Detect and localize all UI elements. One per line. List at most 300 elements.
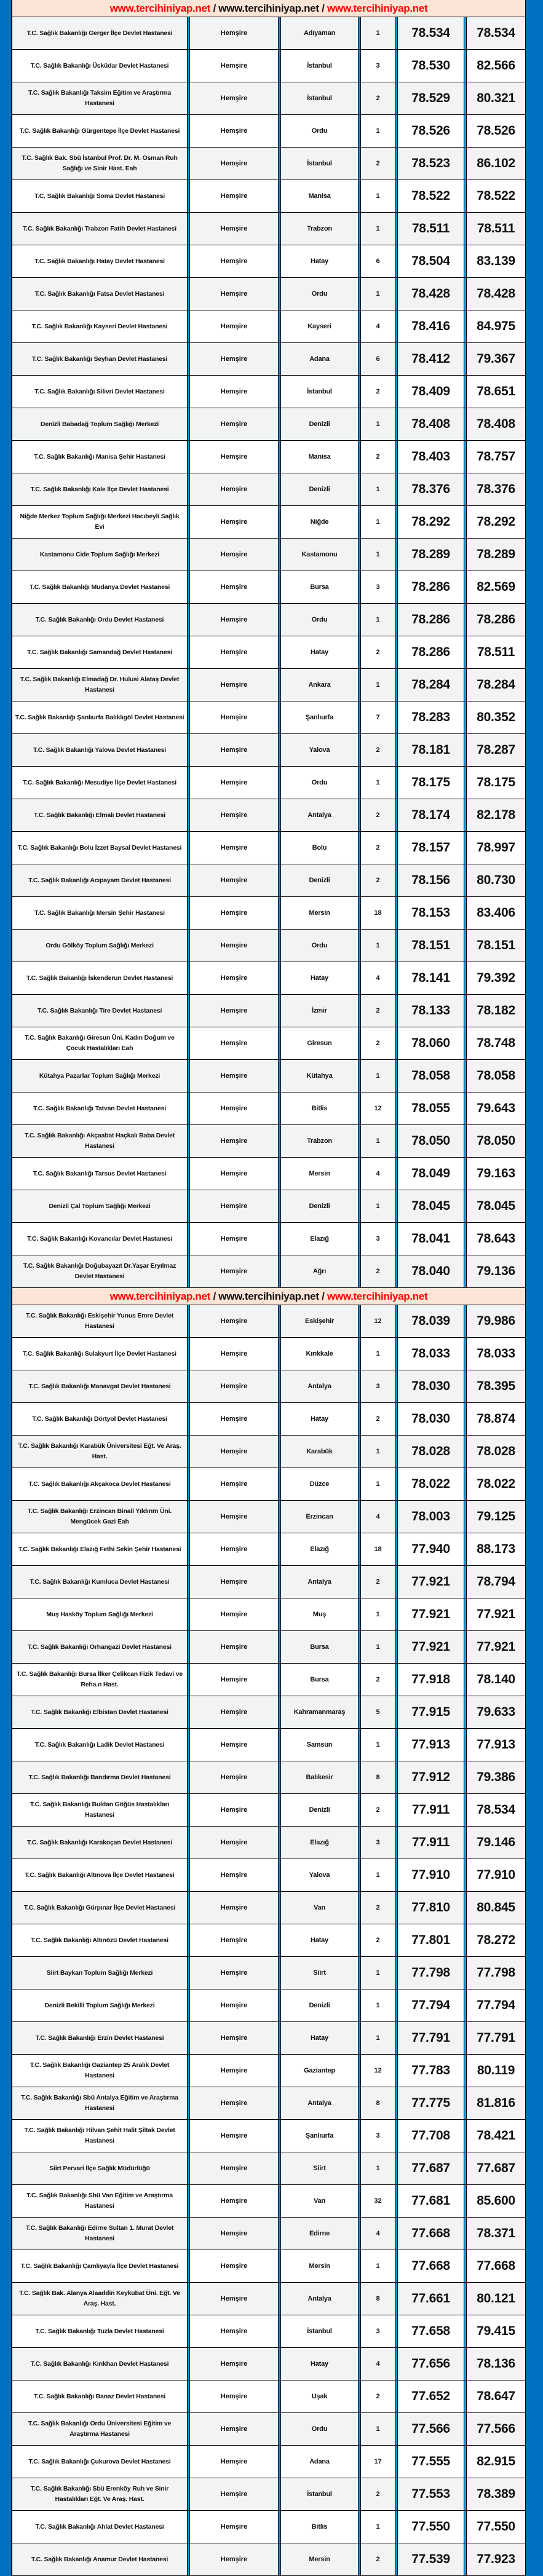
job-title: Hemşire — [220, 1839, 248, 1846]
city: Yalova — [309, 1871, 330, 1879]
min-score: 78.292 — [411, 515, 450, 529]
job-title: Hemşire — [220, 160, 248, 167]
max-score: 78.286 — [477, 612, 515, 626]
min-score: 78.504 — [411, 254, 450, 268]
max-score: 79.367 — [477, 352, 515, 366]
city: Denizli — [309, 1806, 330, 1814]
job-title: Hemşire — [220, 2132, 248, 2139]
max-score: 80.121 — [477, 2291, 515, 2305]
max-score: 77.668 — [477, 2259, 515, 2273]
city: Denizli — [309, 1203, 330, 1210]
max-score: 81.816 — [477, 2096, 515, 2110]
job-title: Hemşire — [220, 225, 248, 232]
table-row — [12, 1957, 525, 1989]
institution-name: T.C. Sağlık Bakanlığı Elbistan Devlet Hastanesi — [31, 1708, 168, 1716]
city: Bitlis — [311, 1105, 328, 1112]
max-score: 79.392 — [477, 971, 515, 985]
city: Elazığ — [310, 1235, 329, 1243]
quota-count: 2 — [376, 160, 380, 167]
site-banner-middle: www.tercihiniyap.net / www.tercihiniyap.net / www.tercihiniyap.net — [12, 1288, 525, 1305]
min-score: 77.656 — [411, 2357, 450, 2371]
table-row — [12, 962, 525, 995]
quota-count: 2 — [376, 95, 380, 102]
institution-name: T.C. Sağlık Bakanlığı İskenderun Devlet Hastanesi — [26, 974, 173, 982]
min-score: 77.921 — [411, 1574, 450, 1589]
table-row — [12, 767, 525, 799]
job-title: Hemşire — [220, 2523, 248, 2531]
institution-name: T.C. Sağlık Bakanlığı Mudanya Devlet Hastanesi — [29, 583, 170, 591]
city: Kastamonu — [301, 551, 338, 558]
job-title: Hemşire — [220, 812, 248, 819]
max-score: 77.687 — [477, 2161, 515, 2175]
job-title: Hemşire — [220, 1170, 248, 1177]
max-score: 82.566 — [477, 58, 515, 73]
quota-count: 4 — [376, 323, 380, 330]
job-title: Hemşire — [220, 1007, 248, 1014]
job-title: Hemşire — [220, 1383, 248, 1390]
max-score: 78.136 — [477, 2357, 515, 2371]
city: Bursa — [310, 1676, 329, 1683]
max-score: 79.415 — [477, 2324, 515, 2338]
table-row — [12, 636, 525, 669]
max-score: 79.643 — [477, 1101, 515, 1115]
quota-count: 1 — [376, 1350, 380, 1357]
quota-count: 1 — [376, 1072, 380, 1080]
job-title: Hemşire — [220, 1448, 248, 1455]
city: Ordu — [311, 779, 328, 786]
max-score: 80.119 — [477, 2063, 515, 2077]
institution-name: T.C. Sağlık Bakanlığı Çukurova Devlet Hastanesi — [28, 2457, 171, 2465]
table-row — [12, 1664, 525, 1696]
job-title: Hemşire — [220, 1546, 248, 1553]
table-row — [12, 1859, 525, 1892]
table-block-2 — [12, 1305, 525, 2576]
quota-count: 2 — [376, 453, 380, 460]
table-row — [12, 82, 525, 115]
table-row — [12, 1892, 525, 1924]
institution-name: T.C. Sağlık Bakanlığı Hatay Devlet Hastanesi — [34, 257, 165, 265]
table-row — [12, 669, 525, 701]
city: Antalya — [307, 1383, 331, 1390]
max-score: 78.526 — [477, 124, 515, 138]
quota-count: 12 — [374, 2067, 382, 2074]
table-row — [12, 1501, 525, 1533]
institution-name: Siirt Baykan Toplum Sağlığı Merkezi — [46, 1969, 153, 1977]
quota-count: 4 — [376, 2230, 380, 2237]
job-title: Hemşire — [220, 127, 248, 135]
table-row — [12, 1924, 525, 1957]
quota-count: 32 — [374, 2197, 382, 2205]
table-row — [12, 1696, 525, 1729]
job-title: Hemşire — [220, 1105, 248, 1112]
job-title: Hemşire — [220, 1741, 248, 1748]
job-title: Hemşire — [220, 421, 248, 428]
min-score: 78.523 — [411, 156, 450, 170]
quota-count: 2 — [376, 1904, 380, 1911]
institution-name: T.C. Sağlık Bakanlığı Elmalı Devlet Hastanesi — [34, 811, 165, 819]
quota-count: 2 — [376, 388, 380, 395]
quota-count: 1 — [376, 2523, 380, 2531]
max-score: 80.730 — [477, 873, 515, 887]
max-score: 78.389 — [477, 2487, 515, 2501]
job-title: Hemşire — [220, 453, 248, 460]
table-row — [12, 734, 525, 767]
job-title: Hemşire — [220, 1415, 248, 1423]
min-score: 78.003 — [411, 1509, 450, 1523]
city: Siirt — [313, 2165, 326, 2172]
table-row — [12, 2055, 525, 2087]
table-row — [12, 1370, 525, 1403]
table-row — [12, 571, 525, 604]
city: Antalya — [307, 1578, 331, 1586]
city: Trabzon — [307, 1137, 332, 1145]
city: Kırıkkale — [306, 1350, 333, 1357]
institution-name: T.C. Sağlık Bakanlığı Acıpayam Devlet Hastanesi — [28, 876, 171, 884]
min-score: 77.539 — [411, 2552, 450, 2566]
institution-name: T.C. Sağlık Bakanlığı Tire Devlet Hastanesi — [37, 1006, 162, 1014]
table-row — [12, 1403, 525, 1436]
min-score: 78.403 — [411, 449, 450, 464]
min-score: 77.681 — [411, 2194, 450, 2208]
site-link[interactable]: www.tercihiniyap.net — [327, 1290, 428, 1302]
institution-name: Kastamonu Cide Toplum Sağlığı Merkezi — [39, 550, 160, 558]
quota-count: 1 — [376, 551, 380, 558]
institution-name: T.C. Sağlık Bakanlığı Tarsus Devlet Hastanesi — [33, 1169, 167, 1177]
max-score: 78.794 — [477, 1574, 515, 1589]
institution-name: T.C. Sağlık Bakanlığı Akçaabat Haçkalı Baba Devlet Hastanesi — [24, 1132, 175, 1150]
table-row — [12, 473, 525, 506]
institution-name: T.C. Sağlık Bakanlığı Sbü Erenköy Ruh ve Sinir Hastalıkları Eğt. Ve Araş. Hast. — [30, 2485, 169, 2503]
city: Elazığ — [310, 1546, 329, 1553]
job-title: Hemşire — [220, 2458, 248, 2465]
institution-name: T.C. Sağlık Bakanlığı Ordu Devlet Hastanesi — [35, 615, 164, 623]
quota-count: 1 — [376, 225, 380, 232]
table-row — [12, 2478, 525, 2511]
quota-count: 1 — [376, 2034, 380, 2042]
table-row — [12, 1533, 525, 1566]
institution-name: T.C. Sağlık Bakanlığı Erzincan Binali Yıldırım Üni. Mengücek Gazi Eah — [27, 1507, 172, 1525]
institution-name: T.C. Sağlık Bakanlığı Kovancılar Devlet Hastanesi — [27, 1235, 172, 1243]
institution-name: T.C. Sağlık Bakanlığı Soma Devlet Hastanesi — [34, 192, 165, 200]
site-link[interactable]: www.tercihiniyap.net — [109, 1290, 211, 1302]
institution-name: T.C. Sağlık Bakanlığı Manavgat Devlet Hastanesi — [28, 1382, 171, 1390]
institution-name: T.C. Sağlık Bakanlığı Elmadağ Dr. Hulusi Alataş Devlet Hastanesi — [20, 676, 180, 693]
institution-name: T.C. Sağlık Bakanlığı Doğubayazıt Dr.Yaşar Eryılmaz Devlet Hastanesi — [23, 1262, 176, 1280]
min-score: 78.156 — [411, 873, 450, 887]
max-score: 88.173 — [477, 1542, 515, 1556]
max-score: 83.406 — [477, 906, 515, 920]
city: Ordu — [311, 290, 328, 298]
job-title: Hemşire — [220, 1040, 248, 1047]
institution-name: T.C. Sağlık Bakanlığı Manisa Şehir Hastanesi — [34, 452, 165, 460]
institution-name: T.C. Sağlık Bakanlığı Taksim Eğitim ve Araştırma Hastanesi — [28, 89, 171, 107]
city: Hatay — [311, 1937, 328, 1944]
job-title: Hemşire — [220, 388, 248, 395]
max-score: 78.651 — [477, 384, 515, 398]
city: Elazığ — [310, 1839, 329, 1846]
max-score: 77.923 — [477, 2552, 515, 2566]
table-row — [12, 995, 525, 1027]
job-title: Hemşire — [220, 2002, 248, 2009]
institution-name: T.C. Sağlık Bakanlığı Gerger İlçe Devlet Hastanesi — [26, 29, 173, 37]
max-score: 77.566 — [477, 2422, 515, 2436]
min-score: 77.708 — [411, 2128, 450, 2143]
min-score: 78.181 — [411, 743, 450, 757]
max-score: 82.569 — [477, 580, 515, 594]
job-title: Hemşire — [220, 486, 248, 493]
job-title: Hemşire — [220, 649, 248, 656]
min-score: 77.921 — [411, 1607, 450, 1621]
job-title: Hemşire — [220, 518, 248, 526]
institution-name: T.C. Sağlık Bakanlığı Çamlıyayla İlçe Devlet Hastanesi — [20, 2262, 179, 2270]
max-score: 78.045 — [477, 1199, 515, 1213]
table-row — [12, 148, 525, 180]
city: Şanlıurfa — [305, 2132, 334, 2139]
max-score: 83.139 — [477, 254, 515, 268]
max-score: 78.289 — [477, 547, 515, 561]
max-score: 78.511 — [477, 221, 515, 235]
quota-count: 2 — [376, 1268, 380, 1275]
quota-count: 3 — [376, 1839, 380, 1846]
city: Hatay — [311, 649, 328, 656]
min-score: 78.529 — [411, 91, 450, 105]
city: Van — [314, 2197, 325, 2205]
city: Gaziantep — [304, 2067, 335, 2074]
max-score: 77.794 — [477, 1998, 515, 2012]
max-score: 78.022 — [477, 1477, 515, 1491]
job-title: Hemşire — [220, 1072, 248, 1080]
quota-count: 1 — [376, 1448, 380, 1455]
min-score: 78.157 — [411, 840, 450, 855]
job-title: Hemşire — [220, 2556, 248, 2563]
institution-name: Denizli Çal Toplum Sağlığı Merkezi — [49, 1202, 151, 1210]
city: Manisa — [308, 192, 331, 200]
city: Şanlıurfa — [305, 714, 334, 721]
job-title: Hemşire — [220, 1480, 248, 1488]
city: Hatay — [311, 2360, 328, 2368]
institution-name: Ordu Gölköy Toplum Sağlığı Merkezi — [46, 941, 154, 949]
city: Antalya — [307, 2100, 331, 2107]
max-score: 78.647 — [477, 2389, 515, 2403]
institution-name: T.C. Sağlık Bakanlığı Bursa İlker Çelikcan Fizik Tedavi ve Reha.n Hast. — [16, 1670, 183, 1688]
max-score: 78.151 — [477, 938, 515, 952]
city: İstanbul — [307, 388, 332, 395]
min-score: 78.039 — [411, 1314, 450, 1328]
city: Giresun — [307, 1040, 332, 1047]
institution-name: T.C. Sağlık Bakanlığı Yalova Devlet Hastanesi — [33, 746, 167, 754]
table-row — [12, 17, 525, 50]
table-row — [12, 2511, 525, 2543]
institution-name: T.C. Sağlık Bakanlığı Üsküdar Devlet Hastanesi — [30, 61, 169, 69]
table-row — [12, 2152, 525, 2185]
job-title: Hemşire — [220, 779, 248, 786]
min-score: 78.040 — [411, 1264, 450, 1278]
job-title: Hemşire — [220, 746, 248, 754]
city: Yalova — [309, 746, 330, 754]
institution-name: T.C. Sağlık Bakanlığı Eskişehir Yunus Emre Devlet Hastanesi — [26, 1312, 173, 1330]
institution-name: T.C. Sağlık Bakanlığı Elazığ Fethi Sekin Şehir Hastanesi — [18, 1545, 181, 1553]
quota-count: 4 — [376, 2360, 380, 2368]
max-score: 78.522 — [477, 189, 515, 203]
max-score: 79.386 — [477, 1770, 515, 1784]
table-row — [12, 2543, 525, 2576]
max-score: 77.910 — [477, 1868, 515, 1882]
quota-count: 2 — [376, 1040, 380, 1047]
job-title: Hemşire — [220, 1676, 248, 1683]
max-score: 79.146 — [477, 1835, 515, 1849]
institution-name: T.C. Sağlık Bakanlığı Şanlıurfa Balıklıgöl Devlet Hastanesi — [15, 713, 184, 721]
institution-name: T.C. Sağlık Bakanlığı Mesudiye İlçe Devlet Hastanesi — [23, 778, 176, 786]
min-score: 78.175 — [411, 775, 450, 789]
min-score: 78.416 — [411, 319, 450, 333]
table-row — [12, 2120, 525, 2152]
max-score: 80.352 — [477, 710, 515, 724]
table-row — [12, 2218, 525, 2250]
table-block-1 — [12, 17, 525, 1288]
institution-name: Denizli Bekilli Toplum Sağlığı Merkezi — [44, 2001, 155, 2009]
city: Ordu — [311, 616, 328, 623]
institution-name: T.C. Sağlık Bakanlığı Sbü Antalya Eğitim ve Araştırma Hastanesi — [21, 2094, 178, 2112]
quota-count: 1 — [376, 1137, 380, 1145]
table-row — [12, 376, 525, 408]
quota-count: 17 — [374, 2458, 382, 2465]
table-row — [12, 1190, 525, 1223]
min-score: 77.798 — [411, 1966, 450, 1980]
institution-name: T.C. Sağlık Bakanlığı Ladik Devlet Hastanesi — [34, 1740, 165, 1748]
city: Bolu — [312, 844, 327, 851]
job-title: Hemşire — [220, 1578, 248, 1586]
site-banner-top: www.tercihiniyap.net / www.tercihiniyap.net / www.tercihiniyap.net — [12, 0, 525, 17]
city: Balıkesir — [306, 1774, 333, 1781]
institution-name: T.C. Sağlık Bakanlığı Karabük Üniversitesi Eğt. Ve Araş. Hast. — [18, 1442, 181, 1460]
city: Denizli — [309, 2002, 330, 2009]
site-link[interactable]: www.tercihiniyap.net — [218, 1290, 319, 1302]
results-table — [11, 0, 526, 2576]
job-title: Hemşire — [220, 2491, 248, 2498]
quota-count: 4 — [376, 974, 380, 982]
table-row — [12, 1255, 525, 1288]
institution-name: T.C. Sağlık Bakanlığı Tatvan Devlet Hastanesi — [33, 1104, 167, 1112]
job-title: Hemşire — [220, 1774, 248, 1781]
institution-name: T.C. Sağlık Bakanlığı Kırıkhan Devlet Hastanesi — [30, 2360, 169, 2368]
city: Erzincan — [306, 1513, 333, 1520]
table-row — [12, 213, 525, 245]
quota-count: 6 — [376, 258, 380, 265]
job-title: Hemşire — [220, 909, 248, 917]
job-title: Hemşire — [220, 258, 248, 265]
city: Ankara — [308, 681, 331, 689]
institution-name: T.C. Sağlık Bakanlığı Karakoçan Devlet Hastanesi — [26, 1838, 173, 1846]
city: Muş — [312, 1611, 327, 1618]
table-row — [12, 310, 525, 343]
min-score: 78.376 — [411, 482, 450, 496]
quota-count: 1 — [376, 1203, 380, 1210]
job-title: Hemşire — [220, 2067, 248, 2074]
table-row — [12, 506, 525, 539]
min-score: 78.033 — [411, 1346, 450, 1361]
max-score: 78.292 — [477, 515, 515, 529]
job-title: Hemşire — [220, 1350, 248, 1357]
job-title: Hemşire — [220, 30, 248, 37]
institution-name: T.C. Sağlık Bakanlığı Gürpınar İlçe Devlet Hastanesi — [23, 1903, 176, 1911]
city: Düzce — [309, 1480, 330, 1488]
min-score: 77.915 — [411, 1705, 450, 1719]
job-title: Hemşire — [220, 1709, 248, 1716]
min-score: 78.060 — [411, 1036, 450, 1050]
institution-name: Muş Hasköy Toplum Sağlığı Merkezi — [46, 1610, 153, 1618]
quota-count: 2 — [376, 649, 380, 656]
institution-name: T.C. Sağlık Bakanlığı Hilvan Şehit Halit Şiltak Devlet Hastanesi — [24, 2127, 175, 2144]
min-score: 77.921 — [411, 1640, 450, 1654]
table-row — [12, 604, 525, 636]
quota-count: 4 — [376, 1513, 380, 1520]
site-link[interactable]: www.tercihiniyap.net — [327, 2, 428, 14]
city: İstanbul — [307, 160, 332, 167]
table-row — [12, 1158, 525, 1190]
city: İstanbul — [307, 2491, 332, 2498]
quota-count: 7 — [376, 714, 380, 721]
job-title: Hemşire — [220, 681, 248, 689]
institution-name: T.C. Sağlık Bakanlığı Buldan Göğüs Hastalıkları Hastanesi — [30, 1801, 170, 1819]
job-title: Hemşire — [220, 2197, 248, 2205]
max-score: 80.845 — [477, 1900, 515, 1914]
job-title: Hemşire — [220, 95, 248, 102]
institution-name: T.C. Sağlık Bakanlığı Gaziantep 25 Aralık Devlet Hastanesi — [30, 2061, 170, 2079]
table-row — [12, 1027, 525, 1060]
min-score: 77.911 — [411, 1835, 450, 1849]
site-link[interactable]: www.tercihiniyap.net — [109, 2, 211, 14]
max-score: 78.287 — [477, 743, 515, 757]
quota-count: 2 — [376, 844, 380, 851]
city: İzmir — [312, 1007, 327, 1014]
table-row — [12, 1125, 525, 1158]
quota-count: 1 — [376, 290, 380, 298]
job-title: Hemşire — [220, 1969, 248, 1977]
table-row — [12, 1598, 525, 1631]
quota-count: 2 — [376, 1415, 380, 1423]
city: Hatay — [311, 2034, 328, 2042]
city: Adıyaman — [304, 30, 335, 37]
min-score: 77.794 — [411, 1998, 450, 2012]
city: Kahramanmaraş — [293, 1709, 346, 1716]
min-score: 78.058 — [411, 1069, 450, 1083]
institution-name: T.C. Sağlık Bakanlığı Giresun Üni. Kadın Doğum ve Çocuk Hastalıkları Eah — [25, 1034, 175, 1052]
city: Bitlis — [311, 2523, 328, 2531]
quota-count: 2 — [376, 1937, 380, 1944]
quota-count: 12 — [374, 1105, 382, 1112]
table-row — [12, 1794, 525, 1827]
city: Ordu — [311, 2425, 328, 2433]
quota-count: 2 — [376, 1007, 380, 1014]
quota-count: 5 — [376, 1709, 380, 1716]
table-row — [12, 897, 525, 930]
quota-count: 2 — [376, 812, 380, 819]
max-score: 78.428 — [477, 286, 515, 301]
job-title: Hemşire — [220, 1806, 248, 1814]
institution-name: T.C. Sağlık Bakanlığı Erzin Devlet Hastanesi — [35, 2034, 164, 2042]
max-score: 80.321 — [477, 91, 515, 105]
min-score: 78.174 — [411, 808, 450, 822]
min-score: 78.151 — [411, 938, 450, 952]
site-link[interactable]: www.tercihiniyap.net — [218, 2, 319, 14]
quota-count: 3 — [376, 2132, 380, 2139]
quota-count: 6 — [376, 355, 380, 363]
job-title: Hemşire — [220, 1235, 248, 1243]
min-score: 77.553 — [411, 2487, 450, 2501]
quota-count: 1 — [376, 1643, 380, 1651]
max-score: 79.125 — [477, 1509, 515, 1523]
table-row — [12, 539, 525, 571]
